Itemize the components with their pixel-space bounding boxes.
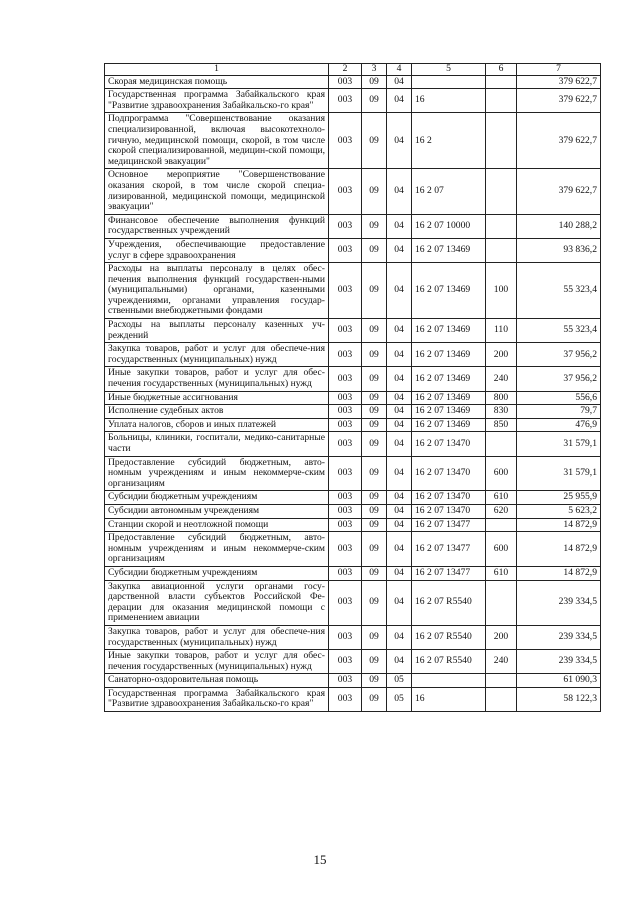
cell-target-article: 16 2 07 13469 [412, 343, 486, 367]
cell-target-article [412, 75, 486, 89]
cell-amount: 14 872,9 [517, 518, 601, 532]
cell-amount: 31 579,1 [517, 456, 601, 491]
row-name: Расходы на выплаты персоналу в целях обес-печения выполнения функций государствен-ными (муниципальными) органами, казенными учреждениями, органами управления государ-ственными внебюджетными фондами [105, 263, 329, 319]
cell-ministry: 003 [329, 650, 362, 674]
table-row [105, 405, 601, 419]
cell-expense-type: 110 [486, 319, 517, 343]
cell-ministry: 003 [329, 687, 362, 711]
cell-amount: 58 122,3 [517, 687, 601, 711]
row-name: Закупка авиационной услуги органами госу-дарственной власти субъектов Российской Фе-дерации для оказания медицинской помощи с применением авиации [105, 580, 329, 625]
cell-target-article [412, 674, 486, 688]
row-name: Закупка товаров, работ и услуг для обеспече-ния государственных (муниципальных) нужд [105, 625, 329, 649]
cell-subsection: 04 [387, 405, 412, 419]
table-row [105, 491, 601, 505]
cell-subsection: 04 [387, 238, 412, 262]
cell-section: 09 [362, 566, 387, 580]
column-header: 6 [486, 64, 517, 76]
cell-subsection: 04 [387, 418, 412, 432]
cell-amount: 379 622,7 [517, 169, 601, 214]
cell-amount: 140 288,2 [517, 214, 601, 238]
cell-section: 09 [362, 674, 387, 688]
cell-target-article: 16 2 07 R5540 [412, 625, 486, 649]
cell-subsection: 05 [387, 674, 412, 688]
cell-expense-type: 600 [486, 532, 517, 567]
cell-ministry: 003 [329, 238, 362, 262]
cell-target-article: 16 2 07 13470 [412, 432, 486, 456]
row-name: Государственная программа Забайкальского края "Развитие здравоохранения Забайкальско-го края" [105, 89, 329, 113]
table-row [105, 113, 601, 169]
cell-target-article: 16 2 07 R5540 [412, 650, 486, 674]
cell-target-article: 16 2 07 13477 [412, 532, 486, 567]
cell-section: 09 [362, 263, 387, 319]
cell-amount: 25 955,9 [517, 491, 601, 505]
cell-target-article: 16 2 [412, 113, 486, 169]
row-name: Субсидии автономным учреждениям [105, 504, 329, 518]
cell-section: 09 [362, 518, 387, 532]
cell-expense-type [486, 113, 517, 169]
cell-ministry: 003 [329, 532, 362, 567]
cell-subsection: 04 [387, 491, 412, 505]
cell-ministry: 003 [329, 391, 362, 405]
cell-section: 09 [362, 214, 387, 238]
cell-amount: 476,9 [517, 418, 601, 432]
cell-amount: 37 956,2 [517, 343, 601, 367]
cell-section: 09 [362, 650, 387, 674]
cell-target-article: 16 [412, 687, 486, 711]
cell-subsection: 04 [387, 650, 412, 674]
row-name: Учреждения, обеспечивающие предоставление услуг в сфере здравоохранения [105, 238, 329, 262]
cell-ministry: 003 [329, 367, 362, 391]
table-row [105, 432, 601, 456]
cell-subsection: 04 [387, 580, 412, 625]
cell-section: 09 [362, 343, 387, 367]
table-row [105, 169, 601, 214]
cell-amount: 239 334,5 [517, 650, 601, 674]
cell-section: 09 [362, 89, 387, 113]
cell-ministry: 003 [329, 405, 362, 419]
cell-ministry: 003 [329, 566, 362, 580]
cell-target-article: 16 2 07 13477 [412, 566, 486, 580]
cell-expense-type: 240 [486, 367, 517, 391]
row-name: Скорая медицинская помощь [105, 75, 329, 89]
cell-expense-type: 620 [486, 504, 517, 518]
cell-expense-type [486, 89, 517, 113]
cell-target-article: 16 2 07 13469 [412, 391, 486, 405]
cell-ministry: 003 [329, 504, 362, 518]
table-row [105, 343, 601, 367]
cell-section: 09 [362, 532, 387, 567]
cell-amount: 79,7 [517, 405, 601, 419]
cell-expense-type [486, 518, 517, 532]
cell-target-article: 16 2 07 13469 [412, 319, 486, 343]
cell-amount: 93 836,2 [517, 238, 601, 262]
cell-subsection: 04 [387, 504, 412, 518]
row-name: Больницы, клиники, госпитали, медико-санитарные части [105, 432, 329, 456]
cell-subsection: 04 [387, 214, 412, 238]
page-number: 15 [313, 852, 327, 867]
cell-expense-type: 600 [486, 456, 517, 491]
cell-expense-type [486, 238, 517, 262]
row-name: Финансовое обеспечение выполнения функций государственных учреждений [105, 214, 329, 238]
cell-ministry: 003 [329, 319, 362, 343]
cell-expense-type: 850 [486, 418, 517, 432]
cell-section: 09 [362, 456, 387, 491]
budget-table [104, 63, 601, 712]
table-row [105, 367, 601, 391]
cell-expense-type [486, 432, 517, 456]
cell-section: 09 [362, 75, 387, 89]
cell-expense-type: 800 [486, 391, 517, 405]
cell-ministry: 003 [329, 580, 362, 625]
cell-expense-type [486, 580, 517, 625]
cell-ministry: 003 [329, 432, 362, 456]
row-name: Закупка товаров, работ и услуг для обеспече-ния государственных (муниципальных) нужд [105, 343, 329, 367]
cell-section: 09 [362, 319, 387, 343]
cell-expense-type: 200 [486, 343, 517, 367]
cell-ministry: 003 [329, 113, 362, 169]
row-name: Иные закупки товаров, работ и услуг для обес-печения государственных (муниципальных) нужд [105, 650, 329, 674]
cell-target-article: 16 2 07 R5540 [412, 580, 486, 625]
cell-expense-type: 610 [486, 491, 517, 505]
row-name: Уплата налогов, сборов и иных платежей [105, 418, 329, 432]
cell-target-article: 16 2 07 13469 [412, 263, 486, 319]
cell-subsection: 04 [387, 566, 412, 580]
cell-target-article: 16 2 07 13469 [412, 418, 486, 432]
row-name: Станции скорой и неотложной помощи [105, 518, 329, 532]
cell-target-article: 16 2 07 13477 [412, 518, 486, 532]
table-row [105, 532, 601, 567]
row-name: Расходы на выплаты персоналу казенных уч-реждений [105, 319, 329, 343]
table-row [105, 319, 601, 343]
cell-amount: 5 623,2 [517, 504, 601, 518]
cell-subsection: 04 [387, 518, 412, 532]
table-row [105, 674, 601, 688]
cell-subsection: 05 [387, 687, 412, 711]
table-row [105, 504, 601, 518]
cell-ministry: 003 [329, 456, 362, 491]
table-row [105, 456, 601, 491]
cell-amount: 379 622,7 [517, 89, 601, 113]
table-row [105, 263, 601, 319]
row-name: Предоставление субсидий бюджетным, авто-номным учреждениям и иным некоммерче-ским организациям [105, 532, 329, 567]
cell-ministry: 003 [329, 491, 362, 505]
cell-ministry: 003 [329, 418, 362, 432]
cell-expense-type [486, 687, 517, 711]
cell-target-article: 16 2 07 10000 [412, 214, 486, 238]
row-name: Государственная программа Забайкальского края "Развитие здравоохранения Забайкальско-го края" [105, 687, 329, 711]
cell-amount: 239 334,5 [517, 625, 601, 649]
table-row [105, 391, 601, 405]
cell-section: 09 [362, 367, 387, 391]
cell-ministry: 003 [329, 343, 362, 367]
cell-subsection: 04 [387, 343, 412, 367]
cell-expense-type: 100 [486, 263, 517, 319]
cell-expense-type [486, 214, 517, 238]
cell-ministry: 003 [329, 674, 362, 688]
cell-section: 09 [362, 580, 387, 625]
row-name: Исполнение судебных актов [105, 405, 329, 419]
row-name: Иные закупки товаров, работ и услуг для обес-печения государственных (муниципальных) нужд [105, 367, 329, 391]
row-name: Иные бюджетные ассигнования [105, 391, 329, 405]
cell-ministry: 003 [329, 625, 362, 649]
row-name: Основное мероприятие "Совершенствование оказания скорой, в том числе скорой специа-лизированной, медицинской помощи, медицинской эвакуации" [105, 169, 329, 214]
cell-target-article: 16 2 07 13470 [412, 491, 486, 505]
table-row [105, 580, 601, 625]
cell-expense-type [486, 169, 517, 214]
cell-ministry: 003 [329, 169, 362, 214]
cell-subsection: 04 [387, 169, 412, 214]
cell-section: 09 [362, 687, 387, 711]
cell-expense-type: 200 [486, 625, 517, 649]
cell-amount: 14 872,9 [517, 532, 601, 567]
table-row [105, 214, 601, 238]
row-name: Предоставление субсидий бюджетным, авто-номным учреждениям и иным некоммерче-ским организациям [105, 456, 329, 491]
table-body [105, 75, 601, 711]
cell-target-article: 16 2 07 13470 [412, 504, 486, 518]
cell-section: 09 [362, 625, 387, 649]
cell-target-article: 16 2 07 13469 [412, 405, 486, 419]
cell-amount: 55 323,4 [517, 263, 601, 319]
cell-subsection: 04 [387, 432, 412, 456]
table-row [105, 418, 601, 432]
table-row [105, 650, 601, 674]
cell-expense-type [486, 75, 517, 89]
cell-amount: 556,6 [517, 391, 601, 405]
cell-amount: 14 872,9 [517, 566, 601, 580]
cell-subsection: 04 [387, 532, 412, 567]
cell-target-article: 16 2 07 [412, 169, 486, 214]
cell-expense-type: 830 [486, 405, 517, 419]
cell-section: 09 [362, 504, 387, 518]
cell-target-article: 16 2 07 13469 [412, 367, 486, 391]
table-row [105, 75, 601, 89]
cell-expense-type [486, 674, 517, 688]
cell-subsection: 04 [387, 319, 412, 343]
row-name: Субсидии бюджетным учреждениям [105, 491, 329, 505]
header-row [105, 64, 601, 76]
cell-section: 09 [362, 418, 387, 432]
cell-ministry: 003 [329, 75, 362, 89]
cell-ministry: 003 [329, 263, 362, 319]
cell-section: 09 [362, 391, 387, 405]
cell-subsection: 04 [387, 391, 412, 405]
cell-expense-type: 610 [486, 566, 517, 580]
table-row [105, 89, 601, 113]
table-row [105, 238, 601, 262]
cell-target-article: 16 2 07 13469 [412, 238, 486, 262]
cell-subsection: 04 [387, 625, 412, 649]
cell-ministry: 003 [329, 518, 362, 532]
cell-target-article: 16 [412, 89, 486, 113]
column-header: 5 [412, 64, 486, 76]
cell-amount: 239 334,5 [517, 580, 601, 625]
cell-section: 09 [362, 491, 387, 505]
cell-section: 09 [362, 113, 387, 169]
cell-amount: 61 090,3 [517, 674, 601, 688]
cell-subsection: 04 [387, 113, 412, 169]
cell-amount: 37 956,2 [517, 367, 601, 391]
cell-section: 09 [362, 405, 387, 419]
cell-section: 09 [362, 238, 387, 262]
column-header: 2 [329, 64, 362, 76]
cell-amount: 379 622,7 [517, 113, 601, 169]
cell-section: 09 [362, 169, 387, 214]
cell-amount: 31 579,1 [517, 432, 601, 456]
cell-ministry: 003 [329, 89, 362, 113]
row-name: Субсидии бюджетным учреждениям [105, 566, 329, 580]
cell-subsection: 04 [387, 75, 412, 89]
column-header: 3 [362, 64, 387, 76]
cell-expense-type: 240 [486, 650, 517, 674]
cell-target-article: 16 2 07 13470 [412, 456, 486, 491]
cell-section: 09 [362, 432, 387, 456]
cell-subsection: 04 [387, 89, 412, 113]
table-row [105, 687, 601, 711]
cell-subsection: 04 [387, 456, 412, 491]
cell-subsection: 04 [387, 263, 412, 319]
cell-ministry: 003 [329, 214, 362, 238]
column-header: 7 [517, 64, 601, 76]
row-name: Санаторно-оздоровительная помощь [105, 674, 329, 688]
table-row [105, 625, 601, 649]
row-name: Подпрограмма "Совершенствование оказания специализированной, включая высокотехноло-гичную, медицинской помощи, скорой, в том числе скорой специализированной, медицин-ской помощи, медицинской эвакуации" [105, 113, 329, 169]
cell-amount: 55 323,4 [517, 319, 601, 343]
column-header: 4 [387, 64, 412, 76]
cell-amount: 379 622,7 [517, 75, 601, 89]
table-row [105, 566, 601, 580]
cell-subsection: 04 [387, 367, 412, 391]
column-header: 1 [105, 64, 329, 76]
table-row [105, 518, 601, 532]
